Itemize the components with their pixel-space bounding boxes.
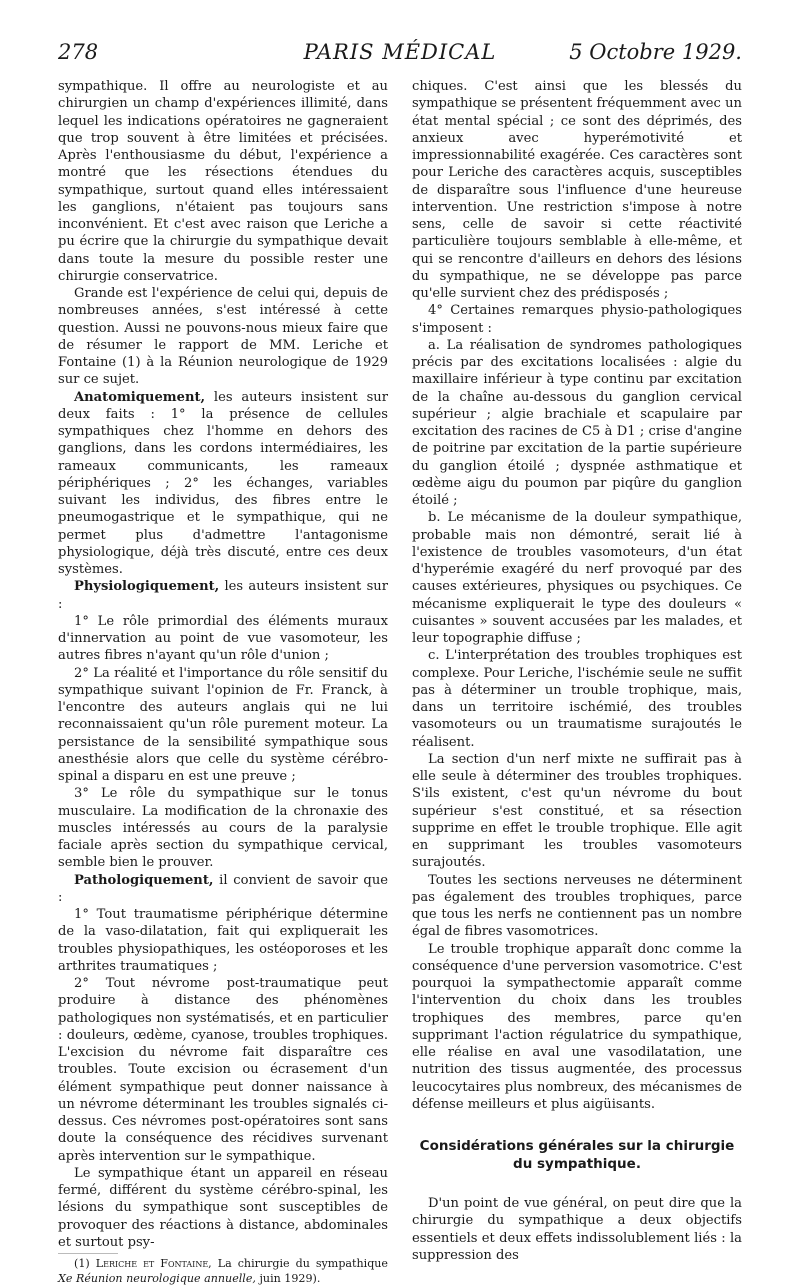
paragraph: Le trouble trophique apparaît donc comme la conséquence d'une perversion vasomotrice. C'est pourquoi la sympathectomie apparaît comme l'intervention du choix dans les troubles trophiques des membres, parce qu'en supprimant l'action régulatrice du sympathique, elle réalise en aval une vasodilatation, une nutrition des tissus augmentée, des processus leucocytaires plus nombreux, des mécanismes de défense meilleurs et plus aigüisants. [412, 941, 742, 1112]
page-header [58, 40, 742, 74]
footnote [58, 1257, 388, 1286]
section-heading-line: du sympathique. [513, 1156, 641, 1172]
right-column [412, 78, 742, 1264]
paragraph: chiques. C'est ainsi que les blessés du sympathique se présentent fréquemment avec un état mental spécial ; ce sont des déprimés, des anxieux avec hyperémotivité et impressionnabilité exagérée. Ces caractères sont pour Leriche des caractères acquis, susceptibles de disparaître sous l'influence d'une heureuse intervention. Une restriction s'impose à notre sens, celle de savoir si cette réactivité particulière toujours semblable à elle-même, et qui se rencontre d'ailleurs en dehors des lésions du sympathique, ne se développe pas parce qu'elle survient chez des prédisposés ; [412, 79, 742, 301]
paragraph-text: les auteurs insistent sur : [58, 579, 388, 612]
paragraph-label: Physiologiquement, [74, 579, 220, 595]
paragraph: Grande est l'expérience de celui qui, depuis de nombreuses années, s'est intéressé à cette question. Aussi ne pouvons-nous mieux faire que de résumer le rapport de MM. Leriche et Fontaine (1) à la Réunion neurologique de 1929 sur ce sujet. [58, 286, 388, 388]
paragraph: La section d'un nerf mixte ne suffirait pas à elle seule à déterminer des troubles trophiques. S'ils existent, c'est qu'un névrome du bout supérieur s'est constitué, et sa résection supprime en effet le trouble trophique. Elle agit en supprimant les troubles vasomoteurs surajoutés. [412, 751, 742, 871]
issue-date: 5 Octobre 1929. [569, 40, 742, 64]
paragraph: Le sympathique étant un appareil en réseau fermé, différent du système cérébro-spinal, les lésions du sympathique sont susceptibles de provoquer des réactions à distance, abdominales et surtout psy- [58, 1165, 388, 1250]
paragraph: 4° Certaines remarques physio-pathologiques s'imposent : [412, 303, 742, 336]
list-item: 2° Tout névrome post-traumatique peut produire à distance des phénomènes pathologiques non systématisés, et en particulier : douleurs, œdème, cyanose, troubles trophiques. L'excision du névrome fait disparaître ces troubles. Toute excision ou écrasement d'un élément sympathique peut donner naissance à un névrome déterminant les troubles signalés ci-dessus. Ces névromes post-opératoires sont sans doute la conséquence des récidives survenant après intervention sur le sympathique. [58, 976, 388, 1164]
paragraph: Toutes les sections nerveuses ne déterminent pas également des troubles trophiques, parce que tous les nerfs ne contiennent pas un nombre égal de fibres vasomotrices. [412, 872, 742, 940]
section-heading-line: Considérations générales sur la chirurgie [419, 1138, 735, 1154]
list-item: a. La réalisation de syndromes pathologiques précis par des excitations localisées : algie du maxillaire inférieur à type continu par excitation de la chaîne au-dessous du ganglion cervical supérieur ; algie brachiale et scapulaire par excitation des racines de C5 à D1 ; crise d'angine de poitrine par excitation de la partie supérieure du ganglion étoilé ; dyspnée asthmatique et œdème aigu du poumon par piqûre du ganglion étoilé ; [412, 337, 742, 508]
list-item: 3° Le rôle du sympathique sur le tonus musculaire. La modification de la chronaxie des muscles intéressés au cours de la paralysie faciale après section du sympathique cervical, semble bien le prouver. [58, 786, 388, 871]
footnote-divider [58, 1253, 118, 1254]
paragraph-label: Anatomiquement, [74, 389, 206, 405]
paragraph [58, 872, 388, 907]
paragraph [58, 389, 388, 579]
paragraph [58, 578, 388, 613]
list-item: 2° La réalité et l'importance du rôle sensitif du sympathique suivant l'opinion de Fr. Franck, à l'encontre des auteurs anglais qui ne lui reconnaissaient qu'un rôle purement moteur. La persistance de la sensibilité sympathique sous anesthésie alors que celle du système cérébro-spinal a disparu en est une preuve ; [58, 665, 388, 784]
list-item: 1° Le rôle primordial des éléments muraux d'innervation au point de vue vasomoteur, les autres fibres n'ayant qu'un rôle d'union ; [58, 613, 388, 664]
section-heading [412, 1137, 742, 1173]
footnote-number: (1) [74, 1257, 96, 1270]
paragraph: D'un point de vue général, on peut dire que la chirurgie du sympathique a deux objectifs essentiels et deux effets indissolublement liés : la suppression des [412, 1196, 742, 1263]
footnote-title: La chirurgie du sympathique [211, 1257, 389, 1270]
footnote-date: juin 1929). [255, 1271, 321, 1285]
paragraph-text: il convient de savoir que : [58, 872, 388, 905]
footnote-venue: Xe Réunion neurologique annuelle, [58, 1271, 256, 1285]
journal-title: PARIS MÉDICAL [303, 40, 497, 64]
paragraph: sympathique. Il offre au neurologiste et au chirurgien un champ d'expériences illimité, dans lequel les indications opératoires ne gagneraient que trop souvent à être limitées et précisées. Après l'enthousiasme du début, l'expérience a montré que les résections étendues du sympathique, surtout quand elles intéressaient les ganglions, n'étaient pas toujours sans inconvénient. Et c'est avec raison que Leriche a pu écrire que la chirurgie du sympathique devait dans toute la mesure du possible rester une chirurgie conservatrice. [58, 79, 388, 284]
page-number: 278 [58, 40, 99, 64]
paragraph-label: Pathologiquement, [74, 872, 214, 888]
list-item: 1° Tout traumatisme périphérique détermine de la vaso-dilatation, fait qui expliquerait les troubles physiopathiques, les ostéoporoses et les arthrites traumatiques ; [58, 907, 388, 974]
paragraph-text: les auteurs insistent sur deux faits : 1° la présence de cellules sympathiques chez l'homme en dehors des ganglions, dans les cordons intermédiaires, les rameaux communicants, les rameaux périphériques ; 2° les échanges, variables suivant les individus, des fibres entre le pneumogastrique et le sympathique, qui ne permet plus d'admettre l'antagonisme physiologique, déjà très discuté, entre ces deux systèmes. [58, 389, 388, 577]
list-item: c. L'interprétation des troubles trophiques est complexe. Pour Leriche, l'ischémie seule ne suffit pas à déterminer un trouble trophique, mais, dans un territoire ischémié, des troubles vasomoteurs ou un traumatisme surajoutés le réalisent. [412, 648, 742, 750]
list-item: b. Le mécanisme de la douleur sympathique, probable mais non démontré, serait lié à l'existence de troubles vasomoteurs, d'un état d'hyperémie exagéré du nerf provoqué par des causes extérieures, physiques ou psychiques. Ce mécanisme expliquerait le type des douleurs « cuisantes » souvent accusées par les malades, et leur topographie diffuse ; [412, 510, 742, 646]
footnote-authors: Leriche et Fontaine, [95, 1257, 212, 1270]
left-column [58, 78, 388, 1286]
